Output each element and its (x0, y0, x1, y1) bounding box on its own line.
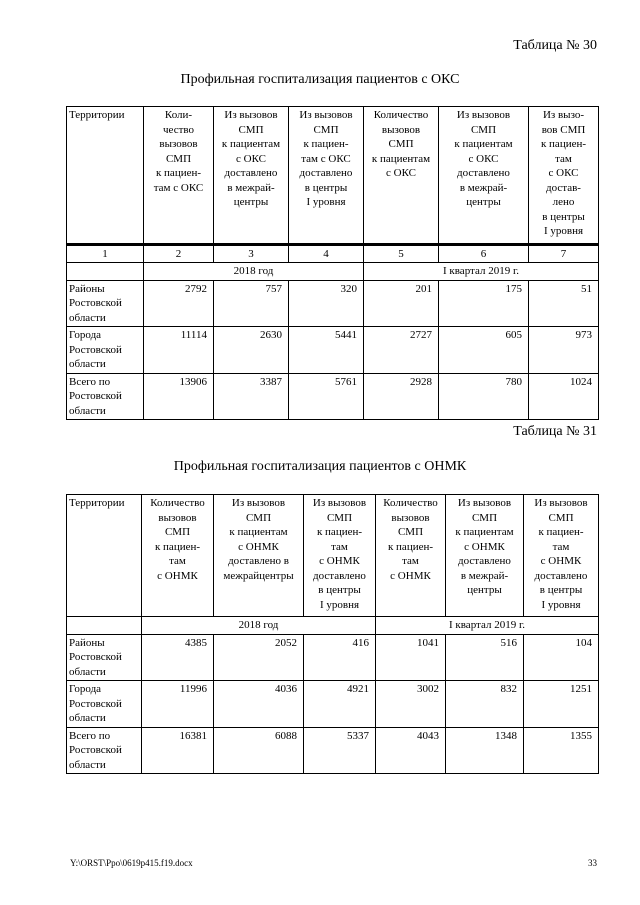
text-line: области (69, 311, 106, 324)
table-31-caption: Профильная госпитализация пациентов с ОНМК (173, 459, 467, 474)
text-line: там с ОКС (153, 181, 204, 194)
text-line: с ОНМК (319, 555, 360, 567)
text-line: СМП (238, 123, 264, 136)
t30-colnum-5: 5 (364, 245, 439, 263)
text-line: там (331, 540, 348, 553)
t30-cell: 2792 (144, 280, 214, 327)
table-row (67, 373, 599, 420)
t30-cell: 5441 (289, 327, 364, 374)
t30-period-2019q1: I квартал 2019 г. (364, 263, 599, 281)
t31-cell: 516 (446, 634, 524, 681)
t31-cell: 2052 (214, 634, 304, 681)
t31-period-2019q1: I квартал 2019 г. (376, 617, 599, 635)
t30-header-col2 (144, 107, 214, 244)
text-line: области (69, 712, 106, 724)
text-line: там (552, 540, 570, 553)
text-line: с ОНМК (238, 540, 279, 553)
t30-colnum-7: 7 (529, 245, 599, 263)
text-line: Количество (373, 109, 429, 121)
text-line: в центры (539, 584, 583, 596)
text-line: СМП (245, 511, 272, 524)
text-line: лено (552, 196, 575, 208)
text-line: Количество (383, 497, 438, 509)
text-line: вызовов (159, 138, 198, 150)
text-line: I уровня (319, 598, 360, 611)
t30-cell: 11114 (144, 327, 214, 374)
text-line: Из вызовов (231, 497, 286, 509)
text-line: с ОНМК (390, 569, 431, 582)
t31-header-col2 (142, 495, 214, 617)
text-line: там (402, 555, 419, 567)
text-line: с ОНМК (540, 555, 582, 567)
text-line: области (69, 665, 106, 678)
text-line: в межрай- (227, 181, 275, 194)
text-line: СМП (470, 123, 497, 136)
t30-header-col4 (289, 107, 364, 244)
footer-file-path: Y:\ORST\Ppo\0619p415.f19.docx (70, 858, 193, 868)
table-row (67, 681, 599, 728)
t31-row-name (67, 727, 142, 774)
text-line: Районы (69, 636, 105, 649)
text-line: СМП (165, 152, 192, 165)
t30-colnum-2: 2 (144, 245, 214, 263)
text-line: Ростовской (69, 651, 122, 663)
text-line: Из вызовов (457, 497, 512, 509)
t31-period-2018: 2018 год (142, 617, 376, 635)
text-line: в центры (542, 210, 585, 223)
text-line: доставлено (299, 167, 353, 179)
t30-cell: 2727 (364, 327, 439, 374)
text-line: области (69, 758, 106, 771)
text-line: доставлено (224, 167, 278, 179)
text-line: к пациентам (221, 138, 281, 150)
text-line: к пациен- (155, 167, 202, 179)
t30-cell: 757 (214, 280, 289, 327)
t30-cell: 973 (529, 327, 599, 374)
text-line: Из вызовов (456, 109, 511, 121)
table-31-number: Таблица № 31 (513, 424, 597, 439)
text-line: там (555, 152, 572, 165)
text-line: с ОКС (386, 167, 416, 179)
t30-cell: 13906 (144, 373, 214, 420)
t31-row-name (67, 634, 142, 681)
t31-header-col4 (304, 495, 376, 617)
t30-period-2018: 2018 год (144, 263, 364, 281)
t31-cell: 4385 (142, 634, 214, 681)
text-line: Районы (69, 282, 105, 295)
t31-cell: 3002 (376, 681, 446, 728)
t31-cell: 1348 (446, 727, 524, 774)
t31-row-name (67, 681, 142, 728)
t31-cell: 1251 (524, 681, 599, 728)
text-line: с ОКС (236, 152, 266, 165)
t30-cell: 320 (289, 280, 364, 327)
t30-column-numbers-row (67, 245, 599, 263)
text-line: Ростовской (69, 697, 122, 710)
t31-cell: 11996 (142, 681, 214, 728)
table-31 (66, 494, 599, 774)
t31-cell: 416 (304, 634, 376, 681)
t31-header-col6 (446, 495, 524, 617)
text-line: Из вызовов (312, 497, 367, 509)
table-30-number: Таблица № 30 (513, 38, 597, 53)
table-30-header-row (67, 107, 599, 244)
text-line: к пациен- (540, 138, 587, 150)
text-line: к пациентам (454, 138, 513, 150)
t30-cell: 201 (364, 280, 439, 327)
text-line: СМП (164, 526, 191, 538)
t31-header-col5 (376, 495, 446, 617)
text-line: Из вызовов (224, 109, 278, 121)
text-line: Из вызо- (542, 109, 585, 121)
text-line: к пациен- (387, 540, 434, 553)
text-line: I уровня (543, 225, 584, 237)
t30-colnum-4: 4 (289, 245, 364, 263)
t30-colnum-6: 6 (439, 245, 529, 263)
text-line: области (69, 358, 106, 370)
table-row (67, 727, 599, 774)
text-line: СМП (326, 511, 353, 524)
t31-header-col7 (524, 495, 599, 617)
text-line: СМП (313, 123, 339, 136)
text-line: вызовов (381, 123, 421, 136)
t31-cell: 832 (446, 681, 524, 728)
text-line: к пациен- (154, 540, 201, 553)
text-line: СМП (397, 526, 424, 538)
text-line: области (69, 404, 106, 417)
text-line: Ростовской (69, 297, 122, 309)
text-line: Из вызовов (534, 497, 588, 509)
text-line: с ОКС (468, 152, 499, 165)
t30-cell: 5761 (289, 373, 364, 420)
t31-cell: 4036 (214, 681, 304, 728)
text-line: СМП (471, 511, 498, 524)
t30-row-name (67, 373, 144, 420)
t30-header-col7 (529, 107, 599, 244)
table-30 (66, 106, 599, 420)
text-line: там (169, 555, 186, 567)
text-line: достав- (546, 181, 581, 194)
t30-cell: 2928 (364, 373, 439, 420)
t30-colnum-1: 1 (67, 245, 144, 263)
text-line: вов СМП (541, 123, 586, 136)
text-line: Города (69, 329, 102, 341)
text-line: с ОНМК (464, 540, 505, 553)
text-line: Ростовской (69, 744, 122, 756)
text-line: доставлено в (228, 555, 289, 567)
t31-cell: 1041 (376, 634, 446, 681)
text-line: СМП (548, 511, 574, 524)
text-line: к пациен- (538, 526, 584, 538)
text-line: Всего по (69, 729, 111, 742)
t30-header-col5 (364, 107, 439, 244)
text-line: чество (163, 123, 194, 136)
text-line: вызовов (391, 511, 430, 524)
t30-cell: 175 (439, 280, 529, 327)
t30-cell: 605 (439, 327, 529, 374)
table-row (67, 327, 599, 374)
text-line: межрайцентры (223, 569, 294, 582)
text-line: Количество (150, 497, 205, 509)
text-line: там с ОКС (301, 152, 351, 165)
text-line: СМП (388, 138, 414, 150)
text-line: центры (233, 196, 269, 208)
text-line: в межрай- (460, 569, 509, 582)
text-line: с ОНМК (157, 569, 198, 582)
text-line: Территории (69, 109, 125, 121)
t31-cell: 5337 (304, 727, 376, 774)
text-line: центры (466, 196, 501, 208)
t30-cell: 780 (439, 373, 529, 420)
text-line: Ростовской (69, 343, 122, 356)
text-line: Из вызовов (299, 109, 353, 121)
t31-cell: 16381 (142, 727, 214, 774)
t30-row-name (67, 327, 144, 374)
page-number: 33 (588, 858, 597, 868)
text-line: доставлено (313, 569, 366, 582)
t30-cell: 51 (529, 280, 599, 327)
text-line: вызовов (158, 511, 197, 524)
text-line: к пациен- (316, 526, 363, 538)
text-line: к пациентам (455, 526, 514, 538)
text-line: Города (69, 683, 102, 695)
t31-cell: 4921 (304, 681, 376, 728)
t31-period-row (67, 617, 599, 635)
text-line: в центры (304, 181, 348, 194)
text-line: доставлено (534, 569, 588, 582)
text-line: в межрай- (459, 181, 508, 194)
t30-header-col6 (439, 107, 529, 244)
t30-colnum-3: 3 (214, 245, 289, 263)
text-line: к пациен- (303, 138, 349, 150)
t30-period-row (67, 263, 599, 281)
t31-header-territories (67, 495, 142, 617)
table-30-caption: Профильная госпитализация пациентов с ОКС (180, 72, 460, 87)
t30-row-name (67, 280, 144, 327)
t30-cell: 3387 (214, 373, 289, 420)
t31-cell: 6088 (214, 727, 304, 774)
text-line: к пациентам (229, 526, 288, 538)
t31-cell: 104 (524, 634, 599, 681)
text-line: доставлено (458, 555, 511, 567)
text-line: в центры (318, 584, 361, 596)
text-line: Территории (69, 497, 125, 509)
text-line: к пациентам (371, 152, 431, 165)
t30-cell: 1024 (529, 373, 599, 420)
text-line: центры (467, 584, 502, 596)
t31-cell: 4043 (376, 727, 446, 774)
text-line: Всего по (69, 375, 111, 388)
t30-cell: 2630 (214, 327, 289, 374)
t31-cell: 1355 (524, 727, 599, 774)
table-31-header-row (67, 495, 599, 617)
text-line: Ростовской (69, 390, 122, 402)
text-line: доставлено (457, 167, 510, 179)
text-line: I уровня (306, 196, 346, 208)
table-row (67, 280, 599, 327)
text-line: с ОКС (548, 167, 579, 179)
t30-header-col3 (214, 107, 289, 244)
text-line: Коли- (164, 109, 193, 121)
text-line: I уровня (541, 598, 581, 611)
table-row (67, 634, 599, 681)
t31-header-col3 (214, 495, 304, 617)
t30-header-territories (67, 107, 144, 244)
